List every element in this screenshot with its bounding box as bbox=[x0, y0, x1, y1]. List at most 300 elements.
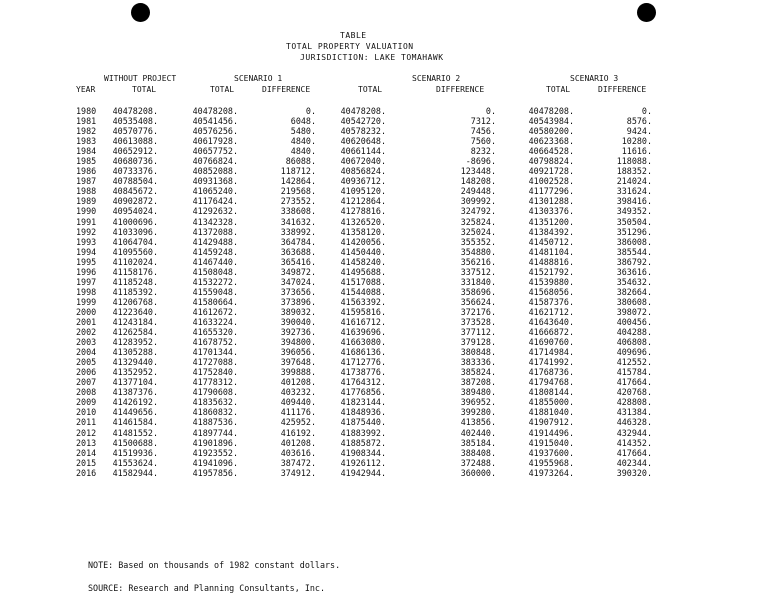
scenario3-difference-cell: 409696. bbox=[616, 347, 652, 358]
scenario1-total-cell: 41957856. bbox=[192, 467, 238, 478]
scenario3-difference-cell: 398416. bbox=[616, 196, 652, 207]
year-cell: 1994 bbox=[76, 246, 97, 257]
scenario2-difference-cell: 325024. bbox=[460, 226, 496, 237]
scenario1-difference-cell: 364784. bbox=[280, 236, 316, 247]
year-cell: 1997 bbox=[76, 276, 97, 287]
scenario1-total-cell: 41887536. bbox=[192, 417, 238, 428]
scenario1-total-cell: 41701344. bbox=[192, 347, 238, 358]
table-row bbox=[0, 297, 782, 307]
year-cell: 2007 bbox=[76, 377, 97, 388]
without-project-total-cell: 41553624. bbox=[112, 457, 158, 468]
scenario2-total-cell: 41450440. bbox=[340, 246, 386, 257]
header-scenario-3: SCENARIO 3 bbox=[570, 74, 619, 83]
table-row bbox=[0, 397, 782, 407]
scenario3-total-cell: 41794768. bbox=[528, 377, 574, 388]
scenario1-total-cell: 40852088. bbox=[192, 166, 238, 177]
scenario1-difference-cell: 389032. bbox=[280, 306, 316, 317]
without-project-total-cell: 41262584. bbox=[112, 327, 158, 338]
punch-hole-right bbox=[637, 3, 656, 22]
scenario2-difference-cell: 148208. bbox=[460, 176, 496, 187]
table-row bbox=[0, 417, 782, 427]
scenario3-difference-cell: 363616. bbox=[616, 266, 652, 277]
table-row bbox=[0, 468, 782, 478]
without-project-total-cell: 41206768. bbox=[112, 296, 158, 307]
scenario1-difference-cell: 401208. bbox=[280, 377, 316, 388]
scenario2-total-cell: 41563392. bbox=[340, 296, 386, 307]
without-project-total-cell: 41461584. bbox=[112, 417, 158, 428]
scenario3-total-cell: 41855000. bbox=[528, 397, 574, 408]
scenario1-difference-cell: 399888. bbox=[280, 367, 316, 378]
scenario2-total-cell: 41776856. bbox=[340, 387, 386, 398]
scenario1-total-cell: 41372088. bbox=[192, 226, 238, 237]
scenario2-difference-cell: 360000. bbox=[460, 467, 496, 478]
scenario1-difference-cell: 338992. bbox=[280, 226, 316, 237]
scenario2-difference-cell: 372488. bbox=[460, 457, 496, 468]
scenario2-difference-cell: 396952. bbox=[460, 397, 496, 408]
scenario2-total-cell: 41875440. bbox=[340, 417, 386, 428]
year-cell: 1999 bbox=[76, 296, 97, 307]
scenario2-difference-cell: 123448. bbox=[460, 166, 496, 177]
scenario1-total-cell: 41065240. bbox=[192, 186, 238, 197]
header-wp-total: TOTAL bbox=[132, 85, 157, 94]
scenario3-total-cell: 41351200. bbox=[528, 216, 574, 227]
scenario2-difference-cell: 7560. bbox=[470, 136, 496, 147]
scenario1-total-cell: 41941096. bbox=[192, 457, 238, 468]
scenario1-total-cell: 41292632. bbox=[192, 206, 238, 217]
year-cell: 2011 bbox=[76, 417, 97, 428]
without-project-total-cell: 41185392. bbox=[112, 286, 158, 297]
table-row bbox=[0, 156, 782, 166]
scenario2-total-cell: 40672040. bbox=[340, 156, 386, 167]
scenario1-total-cell: 41901896. bbox=[192, 437, 238, 448]
scenario3-total-cell: 41915040. bbox=[528, 437, 574, 448]
without-project-total-cell: 41158176. bbox=[112, 266, 158, 277]
scenario2-difference-cell: 8232. bbox=[470, 146, 496, 157]
table-title: TABLE bbox=[340, 31, 367, 40]
without-project-total-cell: 41185248. bbox=[112, 276, 158, 287]
header-scenario-2: SCENARIO 2 bbox=[412, 74, 461, 83]
scenario2-difference-cell: 373528. bbox=[460, 316, 496, 327]
scenario2-difference-cell: 0. bbox=[485, 106, 496, 116]
scenario3-total-cell: 41301288. bbox=[528, 196, 574, 207]
scenario1-total-cell: 40541456. bbox=[192, 116, 238, 127]
table-row bbox=[0, 186, 782, 196]
scenario1-difference-cell: 373896. bbox=[280, 296, 316, 307]
scenario1-difference-cell: 403232. bbox=[280, 387, 316, 398]
year-cell: 2012 bbox=[76, 427, 97, 438]
scenario1-total-cell: 41176424. bbox=[192, 196, 238, 207]
without-project-total-cell: 41000696. bbox=[112, 216, 158, 227]
scenario3-total-cell: 41714984. bbox=[528, 347, 574, 358]
scenario1-difference-cell: 409440. bbox=[280, 397, 316, 408]
scenario2-difference-cell: 324792. bbox=[460, 206, 496, 217]
scenario3-total-cell: 40921728. bbox=[528, 166, 574, 177]
scenario2-total-cell: 41358120. bbox=[340, 226, 386, 237]
scenario2-difference-cell: 389480. bbox=[460, 387, 496, 398]
scenario3-difference-cell: 9424. bbox=[626, 126, 652, 137]
scenario2-difference-cell: 356624. bbox=[460, 296, 496, 307]
scenario3-total-cell: 40580200. bbox=[528, 126, 574, 137]
scenario3-difference-cell: 349352. bbox=[616, 206, 652, 217]
scenario2-difference-cell: 380848. bbox=[460, 347, 496, 358]
scenario1-difference-cell: 387472. bbox=[280, 457, 316, 468]
scenario1-difference-cell: 142864. bbox=[280, 176, 316, 187]
header-year: YEAR bbox=[76, 85, 96, 94]
header-s1-total: TOTAL bbox=[210, 85, 235, 94]
scenario1-total-cell: 41860832. bbox=[192, 407, 238, 418]
scenario2-difference-cell: 388408. bbox=[460, 447, 496, 458]
without-project-total-cell: 40788504. bbox=[112, 176, 158, 187]
scenario3-difference-cell: 354632. bbox=[616, 276, 652, 287]
scenario3-total-cell: 41690760. bbox=[528, 337, 574, 348]
scenario3-total-cell: 41303376. bbox=[528, 206, 574, 217]
year-cell: 2008 bbox=[76, 387, 97, 398]
scenario3-difference-cell: 385544. bbox=[616, 246, 652, 257]
scenario1-difference-cell: 396056. bbox=[280, 347, 316, 358]
scenario1-difference-cell: 4840. bbox=[290, 136, 316, 147]
without-project-total-cell: 41519936. bbox=[112, 447, 158, 458]
header-s1-difference: DIFFERENCE bbox=[262, 85, 311, 94]
scenario2-difference-cell: 7312. bbox=[470, 116, 496, 127]
scenario3-difference-cell: 406808. bbox=[616, 337, 652, 348]
scenario3-total-cell: 41768736. bbox=[528, 367, 574, 378]
without-project-total-cell: 41243184. bbox=[112, 316, 158, 327]
table-row bbox=[0, 217, 782, 227]
scenario3-total-cell: 41907912. bbox=[528, 417, 574, 428]
scenario2-total-cell: 41942944. bbox=[340, 467, 386, 478]
scenario2-difference-cell: 309992. bbox=[460, 196, 496, 207]
table-row bbox=[0, 267, 782, 277]
year-cell: 1988 bbox=[76, 186, 97, 197]
year-cell: 2014 bbox=[76, 447, 97, 458]
scenario1-total-cell: 40576256. bbox=[192, 126, 238, 137]
scenario3-difference-cell: 380608. bbox=[616, 296, 652, 307]
table-row bbox=[0, 257, 782, 267]
without-project-total-cell: 41064704. bbox=[112, 236, 158, 247]
scenario2-difference-cell: 399280. bbox=[460, 407, 496, 418]
scenario1-difference-cell: 86088. bbox=[285, 156, 316, 167]
scenario1-difference-cell: 374912. bbox=[280, 467, 316, 478]
scenario1-difference-cell: 392736. bbox=[280, 327, 316, 338]
scenario2-total-cell: 41095120. bbox=[340, 186, 386, 197]
scenario3-total-cell: 41973264. bbox=[528, 467, 574, 478]
without-project-total-cell: 40902872. bbox=[112, 196, 158, 207]
scenario1-difference-cell: 5480. bbox=[290, 126, 316, 137]
scenario1-total-cell: 41778312. bbox=[192, 377, 238, 388]
header-s2-difference: DIFFERENCE bbox=[436, 85, 485, 94]
scenario2-total-cell: 41764312. bbox=[340, 377, 386, 388]
scenario2-total-cell: 41517088. bbox=[340, 276, 386, 287]
scenario1-difference-cell: 373656. bbox=[280, 286, 316, 297]
table-row bbox=[0, 438, 782, 448]
scenario2-total-cell: 41848936. bbox=[340, 407, 386, 418]
year-cell: 1991 bbox=[76, 216, 97, 227]
scenario1-difference-cell: 394800. bbox=[280, 337, 316, 348]
year-cell: 1980 bbox=[76, 106, 97, 116]
without-project-total-cell: 40845672. bbox=[112, 186, 158, 197]
without-project-total-cell: 41500688. bbox=[112, 437, 158, 448]
scenario3-difference-cell: 420768. bbox=[616, 387, 652, 398]
year-cell: 1996 bbox=[76, 266, 97, 277]
scenario1-total-cell: 40766824. bbox=[192, 156, 238, 167]
table-row bbox=[0, 146, 782, 156]
scenario3-difference-cell: 446328. bbox=[616, 417, 652, 428]
scenario3-total-cell: 41808144. bbox=[528, 387, 574, 398]
scenario2-total-cell: 41616712. bbox=[340, 316, 386, 327]
scenario3-difference-cell: 428808. bbox=[616, 397, 652, 408]
scenario3-total-cell: 40664528. bbox=[528, 146, 574, 157]
table-row bbox=[0, 287, 782, 297]
scenario3-total-cell: 40798824. bbox=[528, 156, 574, 167]
scenario2-total-cell: 41326520. bbox=[340, 216, 386, 227]
scenario1-difference-cell: 397648. bbox=[280, 357, 316, 368]
scenario2-difference-cell: 356216. bbox=[460, 256, 496, 267]
scenario2-total-cell: 40856824. bbox=[340, 166, 386, 177]
without-project-total-cell: 41033096. bbox=[112, 226, 158, 237]
scenario2-total-cell: 41544088. bbox=[340, 286, 386, 297]
scenario1-difference-cell: 6048. bbox=[290, 116, 316, 127]
without-project-total-cell: 40954024. bbox=[112, 206, 158, 217]
scenario1-total-cell: 41467440. bbox=[192, 256, 238, 267]
scenario2-total-cell: 40578232. bbox=[340, 126, 386, 137]
scenario3-difference-cell: 400456. bbox=[616, 316, 652, 327]
scenario3-difference-cell: 386008. bbox=[616, 236, 652, 247]
scenario2-total-cell: 41212864. bbox=[340, 196, 386, 207]
scenario3-difference-cell: 214024. bbox=[616, 176, 652, 187]
table-note: NOTE: Based on thousands of 1982 constant dollars. bbox=[88, 560, 341, 570]
year-cell: 1983 bbox=[76, 136, 97, 147]
scenario1-difference-cell: 338608. bbox=[280, 206, 316, 217]
scenario1-total-cell: 41727088. bbox=[192, 357, 238, 368]
without-project-total-cell: 41387376. bbox=[112, 387, 158, 398]
year-cell: 2003 bbox=[76, 337, 97, 348]
scenario2-difference-cell: 413856. bbox=[460, 417, 496, 428]
without-project-total-cell: 40733376. bbox=[112, 166, 158, 177]
scenario3-difference-cell: 404288. bbox=[616, 327, 652, 338]
scenario3-total-cell: 41521792. bbox=[528, 266, 574, 277]
scenario3-total-cell: 41666872. bbox=[528, 327, 574, 338]
without-project-total-cell: 41582944. bbox=[112, 467, 158, 478]
header-scenario-1: SCENARIO 1 bbox=[234, 74, 283, 83]
year-cell: 2005 bbox=[76, 357, 97, 368]
table-row bbox=[0, 166, 782, 176]
table-row bbox=[0, 428, 782, 438]
scenario2-total-cell: 41712776. bbox=[340, 357, 386, 368]
year-cell: 1998 bbox=[76, 286, 97, 297]
scenario2-difference-cell: 354880. bbox=[460, 246, 496, 257]
scenario2-difference-cell: 385824. bbox=[460, 367, 496, 378]
table-row bbox=[0, 136, 782, 146]
scenario3-difference-cell: 350504. bbox=[616, 216, 652, 227]
scenario1-total-cell: 40657752. bbox=[192, 146, 238, 157]
scenario2-difference-cell: 337512. bbox=[460, 266, 496, 277]
table-row bbox=[0, 327, 782, 337]
year-cell: 1990 bbox=[76, 206, 97, 217]
scenario1-difference-cell: 219568. bbox=[280, 186, 316, 197]
without-project-total-cell: 41283952. bbox=[112, 337, 158, 348]
scenario2-difference-cell: 377112. bbox=[460, 327, 496, 338]
scenario1-total-cell: 41459248. bbox=[192, 246, 238, 257]
scenario3-total-cell: 41937600. bbox=[528, 447, 574, 458]
scenario3-difference-cell: 10280. bbox=[621, 136, 652, 147]
scenario3-difference-cell: 432944. bbox=[616, 427, 652, 438]
scenario1-total-cell: 40617928. bbox=[192, 136, 238, 147]
without-project-total-cell: 41305288. bbox=[112, 347, 158, 358]
table-row bbox=[0, 337, 782, 347]
scenario2-difference-cell: 325824. bbox=[460, 216, 496, 227]
header-s3-difference: DIFFERENCE bbox=[598, 85, 647, 94]
scenario3-total-cell: 40543984. bbox=[528, 116, 574, 127]
scenario2-total-cell: 41908344. bbox=[340, 447, 386, 458]
scenario1-total-cell: 41580664. bbox=[192, 296, 238, 307]
scenario1-total-cell: 41655320. bbox=[192, 327, 238, 338]
year-cell: 2015 bbox=[76, 457, 97, 468]
year-cell: 2010 bbox=[76, 407, 97, 418]
scenario3-total-cell: 41002528. bbox=[528, 176, 574, 187]
table-row bbox=[0, 106, 782, 116]
scenario1-total-cell: 41835632. bbox=[192, 397, 238, 408]
year-cell: 2001 bbox=[76, 316, 97, 327]
scenario1-total-cell: 41342328. bbox=[192, 216, 238, 227]
table-row bbox=[0, 237, 782, 247]
scenario2-difference-cell: 387208. bbox=[460, 377, 496, 388]
scenario2-difference-cell: 383336. bbox=[460, 357, 496, 368]
scenario3-difference-cell: 417664. bbox=[616, 447, 652, 458]
scenario2-total-cell: 41926112. bbox=[340, 457, 386, 468]
scenario1-total-cell: 41923552. bbox=[192, 447, 238, 458]
table-row bbox=[0, 357, 782, 367]
year-cell: 1981 bbox=[76, 116, 97, 127]
table-row bbox=[0, 196, 782, 206]
scenario2-total-cell: 41823144. bbox=[340, 397, 386, 408]
scenario1-difference-cell: 401208. bbox=[280, 437, 316, 448]
scenario3-difference-cell: 351296. bbox=[616, 226, 652, 237]
header-without-project: WITHOUT PROJECT bbox=[104, 74, 177, 83]
scenario1-total-cell: 41633224. bbox=[192, 316, 238, 327]
jurisdiction-label: JURISDICTION: LAKE TOMAHAWK bbox=[300, 53, 444, 62]
scenario3-difference-cell: 415784. bbox=[616, 367, 652, 378]
scenario3-total-cell: 41955968. bbox=[528, 457, 574, 468]
scenario2-difference-cell: 385184. bbox=[460, 437, 496, 448]
scenario2-total-cell: 40542720. bbox=[340, 116, 386, 127]
without-project-total-cell: 40478208. bbox=[112, 106, 158, 116]
year-cell: 2013 bbox=[76, 437, 97, 448]
table-subtitle: TOTAL PROPERTY VALUATION bbox=[286, 42, 414, 51]
table-row bbox=[0, 126, 782, 136]
table-row bbox=[0, 317, 782, 327]
scenario1-total-cell: 41532272. bbox=[192, 276, 238, 287]
scenario2-total-cell: 41595816. bbox=[340, 306, 386, 317]
year-cell: 2000 bbox=[76, 306, 97, 317]
year-cell: 1984 bbox=[76, 146, 97, 157]
scenario3-total-cell: 40478208. bbox=[528, 106, 574, 116]
scenario2-total-cell: 41883992. bbox=[340, 427, 386, 438]
without-project-total-cell: 41102024. bbox=[112, 256, 158, 267]
scenario3-difference-cell: 386792. bbox=[616, 256, 652, 267]
scenario3-difference-cell: 390320. bbox=[616, 467, 652, 478]
scenario2-difference-cell: 402440. bbox=[460, 427, 496, 438]
table-row bbox=[0, 377, 782, 387]
scenario2-total-cell: 40478208. bbox=[340, 106, 386, 116]
scenario3-difference-cell: 0. bbox=[641, 106, 652, 116]
scenario3-total-cell: 41914496. bbox=[528, 427, 574, 438]
scenario3-total-cell: 41539880. bbox=[528, 276, 574, 287]
scenario2-total-cell: 41738776. bbox=[340, 367, 386, 378]
scenario1-total-cell: 41429488. bbox=[192, 236, 238, 247]
scenario1-difference-cell: 411176. bbox=[280, 407, 316, 418]
scenario2-difference-cell: 331840. bbox=[460, 276, 496, 287]
without-project-total-cell: 41352952. bbox=[112, 367, 158, 378]
year-cell: 1993 bbox=[76, 236, 97, 247]
scenario2-difference-cell: -8696. bbox=[465, 156, 496, 167]
table-row bbox=[0, 277, 782, 287]
scenario3-difference-cell: 331624. bbox=[616, 186, 652, 197]
table-row bbox=[0, 387, 782, 397]
scenario1-difference-cell: 390040. bbox=[280, 316, 316, 327]
scenario3-total-cell: 41177296. bbox=[528, 186, 574, 197]
scenario3-difference-cell: 382664. bbox=[616, 286, 652, 297]
scenario3-total-cell: 41587376. bbox=[528, 296, 574, 307]
without-project-total-cell: 40652912. bbox=[112, 146, 158, 157]
scenario1-total-cell: 40931368. bbox=[192, 176, 238, 187]
scenario3-difference-cell: 188352. bbox=[616, 166, 652, 177]
year-cell: 2006 bbox=[76, 367, 97, 378]
table-row bbox=[0, 407, 782, 417]
scenario3-difference-cell: 417664. bbox=[616, 377, 652, 388]
scenario3-difference-cell: 402344. bbox=[616, 457, 652, 468]
year-cell: 1987 bbox=[76, 176, 97, 187]
scenario1-difference-cell: 273552. bbox=[280, 196, 316, 207]
scenario1-difference-cell: 0. bbox=[305, 106, 316, 116]
scenario1-difference-cell: 425952. bbox=[280, 417, 316, 428]
table-row bbox=[0, 448, 782, 458]
table-row bbox=[0, 307, 782, 317]
scenario2-total-cell: 41278816. bbox=[340, 206, 386, 217]
year-cell: 1986 bbox=[76, 166, 97, 177]
punch-hole-left bbox=[131, 3, 150, 22]
year-cell: 2002 bbox=[76, 327, 97, 338]
scenario3-total-cell: 41488816. bbox=[528, 256, 574, 267]
year-cell: 2004 bbox=[76, 347, 97, 358]
scenario1-difference-cell: 118712. bbox=[280, 166, 316, 177]
year-cell: 2016 bbox=[76, 467, 97, 478]
scenario2-total-cell: 41885872. bbox=[340, 437, 386, 448]
scenario2-total-cell: 40661144. bbox=[340, 146, 386, 157]
scenario3-total-cell: 41741992. bbox=[528, 357, 574, 368]
scenario3-difference-cell: 414352. bbox=[616, 437, 652, 448]
scenario3-total-cell: 41568056. bbox=[528, 286, 574, 297]
year-cell: 1982 bbox=[76, 126, 97, 137]
scenario2-difference-cell: 7456. bbox=[470, 126, 496, 137]
scenario1-difference-cell: 403616. bbox=[280, 447, 316, 458]
scenario2-difference-cell: 372176. bbox=[460, 306, 496, 317]
year-cell: 1985 bbox=[76, 156, 97, 167]
scenario1-total-cell: 41678752. bbox=[192, 337, 238, 348]
without-project-total-cell: 41377104. bbox=[112, 377, 158, 388]
scenario1-difference-cell: 365416. bbox=[280, 256, 316, 267]
scenario2-total-cell: 41686136. bbox=[340, 347, 386, 358]
scenario1-difference-cell: 363688. bbox=[280, 246, 316, 257]
table-row bbox=[0, 347, 782, 357]
valuation-table bbox=[0, 106, 782, 478]
table-row bbox=[0, 367, 782, 377]
year-cell: 1992 bbox=[76, 226, 97, 237]
scenario3-total-cell: 41481104. bbox=[528, 246, 574, 257]
table-source: SOURCE: Research and Planning Consultants, Inc. bbox=[88, 583, 325, 593]
table-row bbox=[0, 206, 782, 216]
scenario3-total-cell: 41450712. bbox=[528, 236, 574, 247]
year-cell: 1989 bbox=[76, 196, 97, 207]
